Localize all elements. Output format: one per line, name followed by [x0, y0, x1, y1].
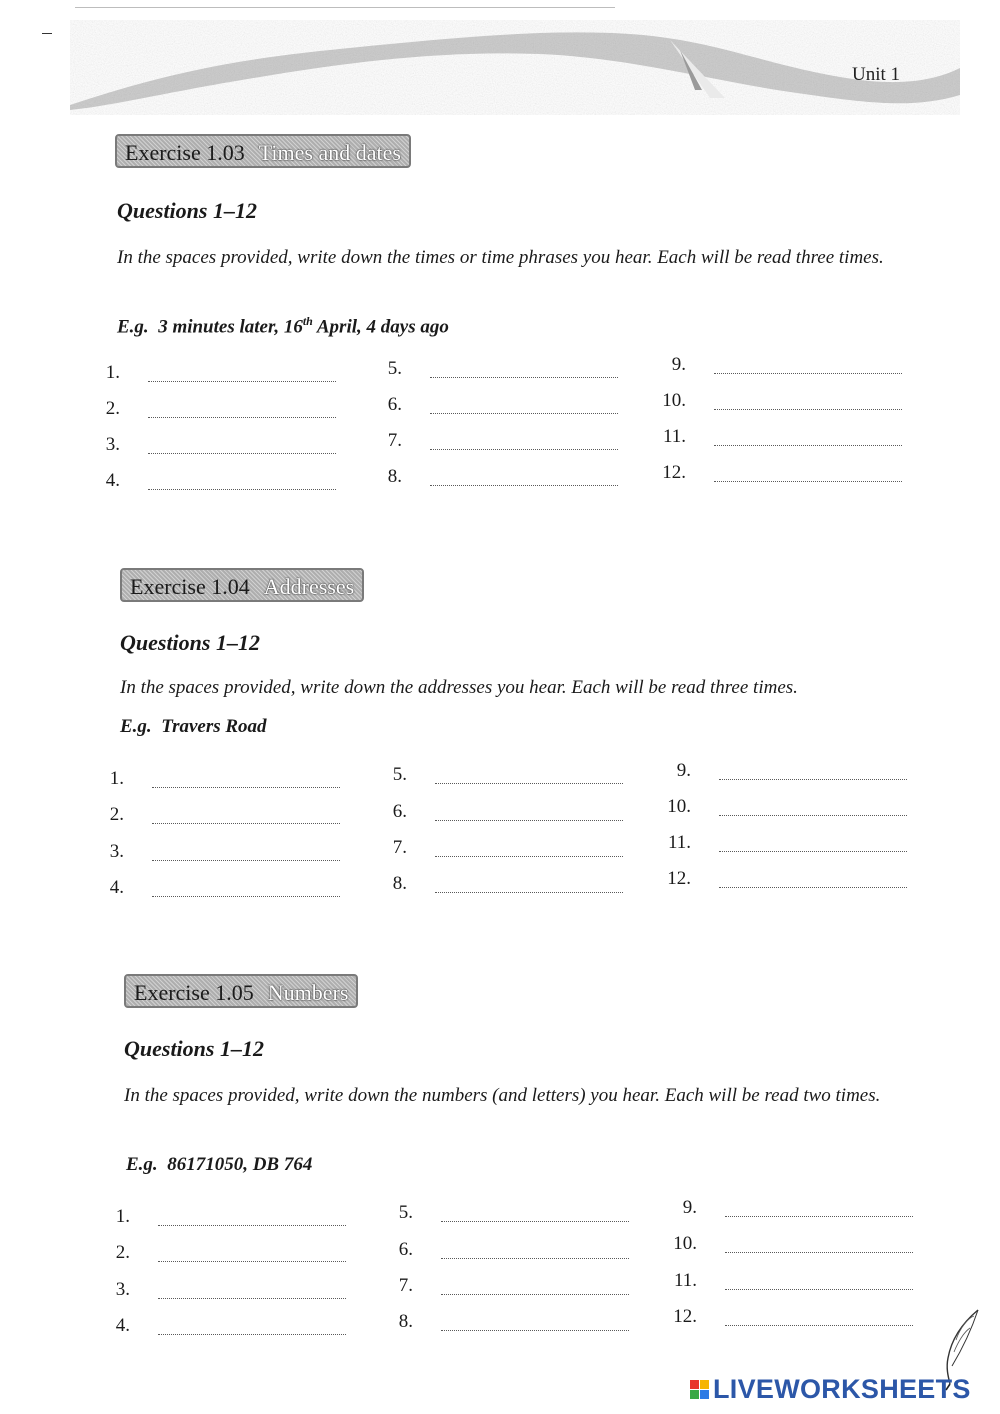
question-number: 5.	[392, 764, 407, 785]
answer-blank[interactable]	[725, 1289, 913, 1290]
answer-row	[654, 386, 884, 412]
question-number: 8.	[392, 873, 407, 894]
instruction-1-04: In the spaces provided, write down the addresses you hear. Each will be read three times.	[120, 677, 798, 698]
example-superscript: th	[302, 314, 313, 328]
exercise-heading-1-03	[115, 134, 411, 168]
answer-row	[381, 1271, 611, 1297]
answer-blank[interactable]	[719, 815, 907, 816]
answer-row	[88, 466, 318, 492]
answer-blank[interactable]	[719, 851, 907, 852]
logo-tile	[700, 1390, 709, 1399]
exercise-number: Exercise 1.04	[130, 574, 250, 599]
questions-heading-1-05: Questions 1–12	[124, 1036, 264, 1061]
corner-mark	[42, 33, 52, 34]
question-number: 9.	[676, 760, 691, 781]
answer-row	[370, 426, 600, 452]
question-number: 10.	[667, 796, 691, 817]
question-number: 4.	[105, 470, 120, 491]
exercise-topic: Numbers	[267, 980, 349, 1005]
question-number: 1.	[105, 362, 120, 383]
exercise-number: Exercise 1.03	[125, 140, 245, 165]
answer-blank[interactable]	[158, 1298, 346, 1299]
answer-row	[88, 394, 318, 420]
answer-row	[88, 430, 318, 456]
question-number: 4.	[115, 1315, 130, 1336]
question-number: 5.	[398, 1202, 413, 1223]
answer-row	[98, 1202, 328, 1228]
answer-blank[interactable]	[714, 373, 902, 374]
example-1-05	[126, 1154, 312, 1176]
answer-blank[interactable]	[148, 381, 336, 382]
answer-row	[659, 792, 889, 818]
answer-blank[interactable]	[441, 1258, 629, 1259]
header-banner	[70, 20, 960, 115]
answer-blank[interactable]	[430, 485, 618, 486]
answer-blank[interactable]	[719, 779, 907, 780]
question-number: 7.	[387, 430, 402, 451]
exercise-number: Exercise 1.05	[134, 980, 254, 1005]
answer-row	[375, 797, 605, 823]
answer-row	[92, 837, 322, 863]
answer-blank[interactable]	[441, 1221, 629, 1222]
question-number: 7.	[398, 1275, 413, 1296]
question-number: 1.	[109, 768, 124, 789]
answer-row	[654, 350, 884, 376]
answer-blank[interactable]	[714, 481, 902, 482]
exercise-topic: Times and dates	[258, 140, 401, 165]
answer-blank[interactable]	[719, 887, 907, 888]
question-number: 6.	[392, 801, 407, 822]
question-number: 11.	[667, 832, 691, 853]
top-rule	[75, 7, 615, 8]
exercise-heading-1-05	[124, 974, 358, 1008]
questions-heading-1-04: Questions 1–12	[120, 630, 260, 655]
answer-row	[92, 764, 322, 790]
answer-blank[interactable]	[714, 445, 902, 446]
answer-blank[interactable]	[152, 896, 340, 897]
answer-row	[665, 1229, 895, 1255]
answer-row	[381, 1198, 611, 1224]
answer-row	[98, 1311, 328, 1337]
example-1-04	[120, 716, 267, 738]
answer-blank[interactable]	[714, 409, 902, 410]
answer-blank[interactable]	[430, 413, 618, 414]
question-number: 5.	[387, 358, 402, 379]
answer-row	[370, 354, 600, 380]
answer-row	[659, 756, 889, 782]
question-number: 9.	[671, 354, 686, 375]
question-number: 7.	[392, 837, 407, 858]
questions-heading-1-03: Questions 1–12	[117, 198, 257, 223]
question-number: 3.	[105, 434, 120, 455]
question-number: 11.	[673, 1270, 697, 1291]
question-number: 9.	[682, 1197, 697, 1218]
question-number: 6.	[387, 394, 402, 415]
answer-row	[98, 1275, 328, 1301]
answer-row	[375, 869, 605, 895]
question-number: 2.	[109, 804, 124, 825]
question-number: 12.	[667, 868, 691, 889]
answer-row	[665, 1266, 895, 1292]
question-number: 10.	[673, 1233, 697, 1254]
logo-tile	[690, 1380, 699, 1389]
liveworksheets-brand	[690, 1372, 971, 1406]
answer-blank[interactable]	[152, 787, 340, 788]
answer-blank[interactable]	[725, 1216, 913, 1217]
answer-blank[interactable]	[441, 1330, 629, 1331]
exercise-heading-1-04	[120, 568, 364, 602]
logo-tile	[690, 1390, 699, 1399]
answer-blank[interactable]	[725, 1252, 913, 1253]
answer-row	[665, 1302, 895, 1328]
answer-row	[370, 390, 600, 416]
answer-row	[92, 873, 322, 899]
answer-blank[interactable]	[152, 860, 340, 861]
answer-row	[654, 422, 884, 448]
answer-blank[interactable]	[148, 417, 336, 418]
answer-blank[interactable]	[435, 820, 623, 821]
example-text-a: 3 minutes later, 16	[158, 316, 303, 338]
brand-name: LIVEWORKSHEETS	[713, 1373, 971, 1404]
question-number: 3.	[115, 1279, 130, 1300]
exercise-topic: Addresses	[263, 574, 355, 599]
example-prefix: E.g.	[117, 316, 149, 338]
question-number: 4.	[109, 877, 124, 898]
answer-row	[659, 864, 889, 890]
instruction-1-03: In the spaces provided, write down the times or time phrases you hear. Each will be read three times.	[117, 247, 884, 268]
answer-blank[interactable]	[441, 1294, 629, 1295]
question-number: 12.	[662, 462, 686, 483]
question-number: 1.	[115, 1206, 130, 1227]
example-text-b: April, 4 days ago	[312, 316, 449, 338]
answer-blank[interactable]	[152, 823, 340, 824]
answer-row	[88, 358, 318, 384]
answer-blank[interactable]	[435, 856, 623, 857]
question-number: 8.	[387, 466, 402, 487]
question-number: 8.	[398, 1311, 413, 1332]
liveworksheets-logo-icon	[690, 1380, 709, 1399]
logo-tile	[700, 1380, 709, 1389]
example-prefix: E.g.	[120, 716, 152, 737]
example-1-03	[117, 314, 449, 338]
question-number: 10.	[662, 390, 686, 411]
question-number: 3.	[109, 841, 124, 862]
answer-blank[interactable]	[148, 489, 336, 490]
answer-blank[interactable]	[158, 1225, 346, 1226]
answer-row	[375, 833, 605, 859]
answer-blank[interactable]	[435, 892, 623, 893]
instruction-1-05: In the spaces provided, write down the numbers (and letters) you hear. Each will be read two times.	[124, 1085, 881, 1106]
unit-label: Unit 1	[852, 64, 901, 85]
example-prefix: E.g.	[126, 1154, 158, 1175]
answer-blank[interactable]	[158, 1261, 346, 1262]
answer-blank[interactable]	[430, 377, 618, 378]
answer-row	[381, 1307, 611, 1333]
answer-row	[375, 760, 605, 786]
answer-row	[98, 1238, 328, 1264]
question-number: 11.	[662, 426, 686, 447]
example-text: Travers Road	[161, 716, 267, 737]
question-number: 6.	[398, 1239, 413, 1260]
example-text: 86171050, DB 764	[167, 1154, 313, 1175]
answer-blank[interactable]	[435, 783, 623, 784]
answer-blank[interactable]	[430, 449, 618, 450]
answer-row	[92, 800, 322, 826]
question-number: 12.	[673, 1306, 697, 1327]
answer-blank[interactable]	[148, 453, 336, 454]
answer-row	[654, 458, 884, 484]
answer-blank[interactable]	[725, 1325, 913, 1326]
question-number: 2.	[115, 1242, 130, 1263]
answer-row	[665, 1193, 895, 1219]
question-number: 2.	[105, 398, 120, 419]
answer-row	[659, 828, 889, 854]
answer-row	[381, 1235, 611, 1261]
answer-row	[370, 462, 600, 488]
answer-blank[interactable]	[158, 1334, 346, 1335]
